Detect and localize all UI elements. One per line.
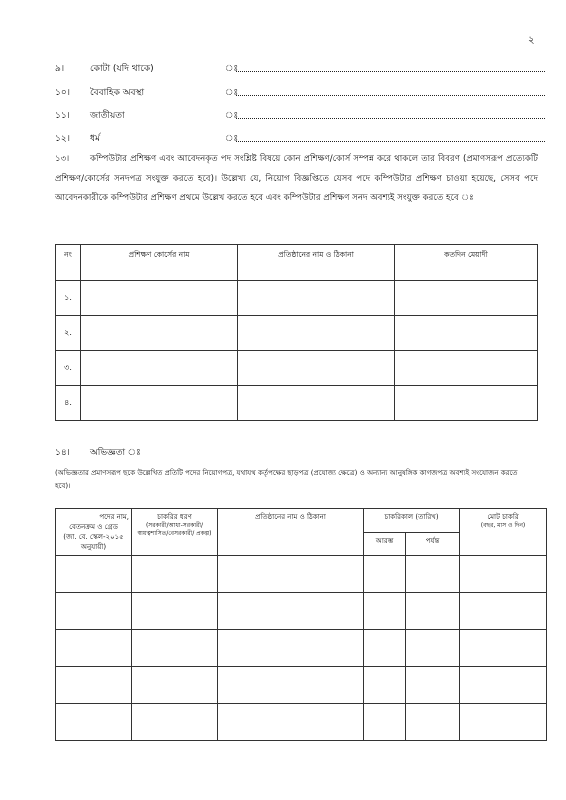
section-14-note: (অভিজ্ঞতার প্রমাণসরূপ ছকে উল্লেখিত প্রতিটি পদের নিয়োগপত্র, যথাযথ কর্তৃপক্ষের ছাড়পত্র (প্রযোজ্য ক্ষেত্রে) ও অন্যান্য আনুষঙ্গিক কাগজপত্র অবশ্যই সংযোজন করতে হবে)। [55,469,518,490]
field-colon: ঃ [225,111,239,121]
table-cell[interactable] [56,667,132,704]
row-serial: ৩. [56,351,81,386]
field-number: ১০। [55,88,70,98]
table-cell[interactable] [406,593,460,630]
training-table [55,244,538,421]
table-cell[interactable] [364,630,406,667]
section-14-title [55,445,141,460]
field-dotted-line[interactable] [236,71,545,72]
field-colon: ঃ [225,64,239,74]
experience-table [55,508,547,741]
table-row [56,386,538,421]
table-cell[interactable] [56,556,132,593]
header-line: মোট চাকরি [487,513,519,521]
table-cell[interactable] [406,556,460,593]
field-marital-status[interactable] [55,86,555,100]
field-nationality[interactable] [55,109,555,123]
table-cell[interactable] [56,704,132,741]
field-religion[interactable] [55,132,555,146]
table-header-row [56,245,538,281]
field-number: ১১। [55,111,70,121]
field-colon: ঃ [225,134,239,144]
table-row [56,593,547,630]
table-cell[interactable] [218,556,364,593]
row-serial: ২. [56,316,81,351]
field-number: ১২। [55,134,70,144]
table-cell[interactable] [460,630,547,667]
table-cell[interactable] [238,351,395,386]
table-cell[interactable] [81,281,238,316]
table-cell[interactable] [132,556,218,593]
table-cell[interactable] [364,667,406,704]
table-cell[interactable] [56,630,132,667]
field-dotted-line[interactable] [236,95,545,96]
row-serial: ৪. [56,386,81,421]
section-14-heading: অভিজ্ঞতা ঃ [90,448,141,458]
table-cell[interactable] [364,556,406,593]
field-label: বৈবাহিক অবস্থা [90,88,145,98]
table-cell[interactable] [238,386,395,421]
table-cell[interactable] [238,316,395,351]
table-cell[interactable] [238,281,395,316]
table-cell[interactable] [364,704,406,741]
section-number: ১৩। [55,154,70,164]
table-cell[interactable] [81,386,238,421]
table-cell[interactable] [395,316,538,351]
table-row [56,667,547,704]
field-dotted-line[interactable] [236,118,545,119]
table-cell[interactable] [460,556,547,593]
table-cell[interactable] [218,593,364,630]
table-cell[interactable] [395,351,538,386]
column-header-total-service [460,509,547,556]
field-colon: ঃ [225,88,239,98]
header-line: পদের নাম, [99,513,129,521]
column-header-institution: প্রতিষ্ঠানের নাম ও ঠিকানা [218,509,364,556]
column-header-end: পর্যন্ত [406,532,460,556]
table-cell[interactable] [460,667,547,704]
column-header-post [56,509,132,556]
header-line: বেতনক্রম ও গ্রেড [69,523,118,531]
column-header-service-period: চাকরিকাল (তারিখ) [364,509,460,533]
field-dotted-line[interactable] [236,141,545,142]
header-line: চাকরির ধরণ [157,513,192,521]
row-serial: ১. [56,281,81,316]
column-header-start: আরম্ভ [364,532,406,556]
table-row [56,351,538,386]
column-header-job-type [132,509,218,556]
field-quota[interactable] [55,62,555,76]
field-label: জাতীয়তা [90,111,125,121]
table-cell[interactable] [406,630,460,667]
table-header-row [56,509,547,533]
field-number: ৯। [55,64,65,74]
table-cell[interactable] [218,667,364,704]
table-cell[interactable] [132,630,218,667]
table-cell[interactable] [406,704,460,741]
table-row [56,316,538,351]
table-cell[interactable] [218,630,364,667]
table-cell[interactable] [132,593,218,630]
table-cell[interactable] [460,593,547,630]
table-cell[interactable] [395,386,538,421]
table-cell[interactable] [81,351,238,386]
section-13-text: কম্পিউটার প্রশিক্ষণ এবং আবেদনকৃত পদ সংশ্লিষ্ট বিষয়ে কোন প্রশিক্ষণ/কোর্স সম্পন্ন করে থাকলে তার বিবরণ (প্রমাণসরূপ প্রত্যেকটি প্রশিক্ষণ/কোর্সের সনদপত্র সংযুক্ত করতে হবে)। উল্লেখ্য যে, নিয়োগ বিজ্ঞপ্তিতে যেসব পদে কম্পিউটার প্রশিক্ষণ চাওয়া হয়েছে, সেসব পদে আবেদনকারীকে কম্পিউটার প্রশিক্ষণ প্রথমে উল্লেখ করতে হবে এবং কম্পিউটার প্রশিক্ষণ সনদ অবশ্যই সংযুক্ত করতে হবে ঃ [55,154,538,203]
column-header-duration: কতদিন মেয়াদী [395,245,538,281]
table-cell[interactable] [406,667,460,704]
table-row [56,630,547,667]
table-row [56,704,547,741]
header-line: (বছর, মাস ও দিন) [480,522,526,529]
field-label: কোটা (যদি থাকে) [90,64,154,74]
table-cell[interactable] [460,704,547,741]
table-cell[interactable] [218,704,364,741]
column-header-course-name: প্রশিক্ষণ কোর্সের নাম [81,245,238,281]
table-row [56,281,538,316]
table-cell[interactable] [56,593,132,630]
table-cell[interactable] [132,704,218,741]
section-number: ১৪। [55,448,70,458]
header-line: (জা. বে. স্কেল-২০১৫ অনুযায়ী) [63,533,124,551]
section-13-paragraph [55,150,538,209]
table-cell[interactable] [81,316,238,351]
table-row [56,556,547,593]
header-line: (সরকারী/আধা-সরকারী/ স্বায়ত্বশাসিত/বেসরকারী/ প্রকল্প) [137,522,212,537]
table-cell[interactable] [395,281,538,316]
field-label: ধর্ম [90,134,101,144]
table-cell[interactable] [364,593,406,630]
page-number: ২ [528,35,535,46]
column-header-serial: নং [56,245,81,281]
table-cell[interactable] [132,667,218,704]
column-header-institution: প্রতিষ্ঠানের নাম ও ঠিকানা [238,245,395,281]
